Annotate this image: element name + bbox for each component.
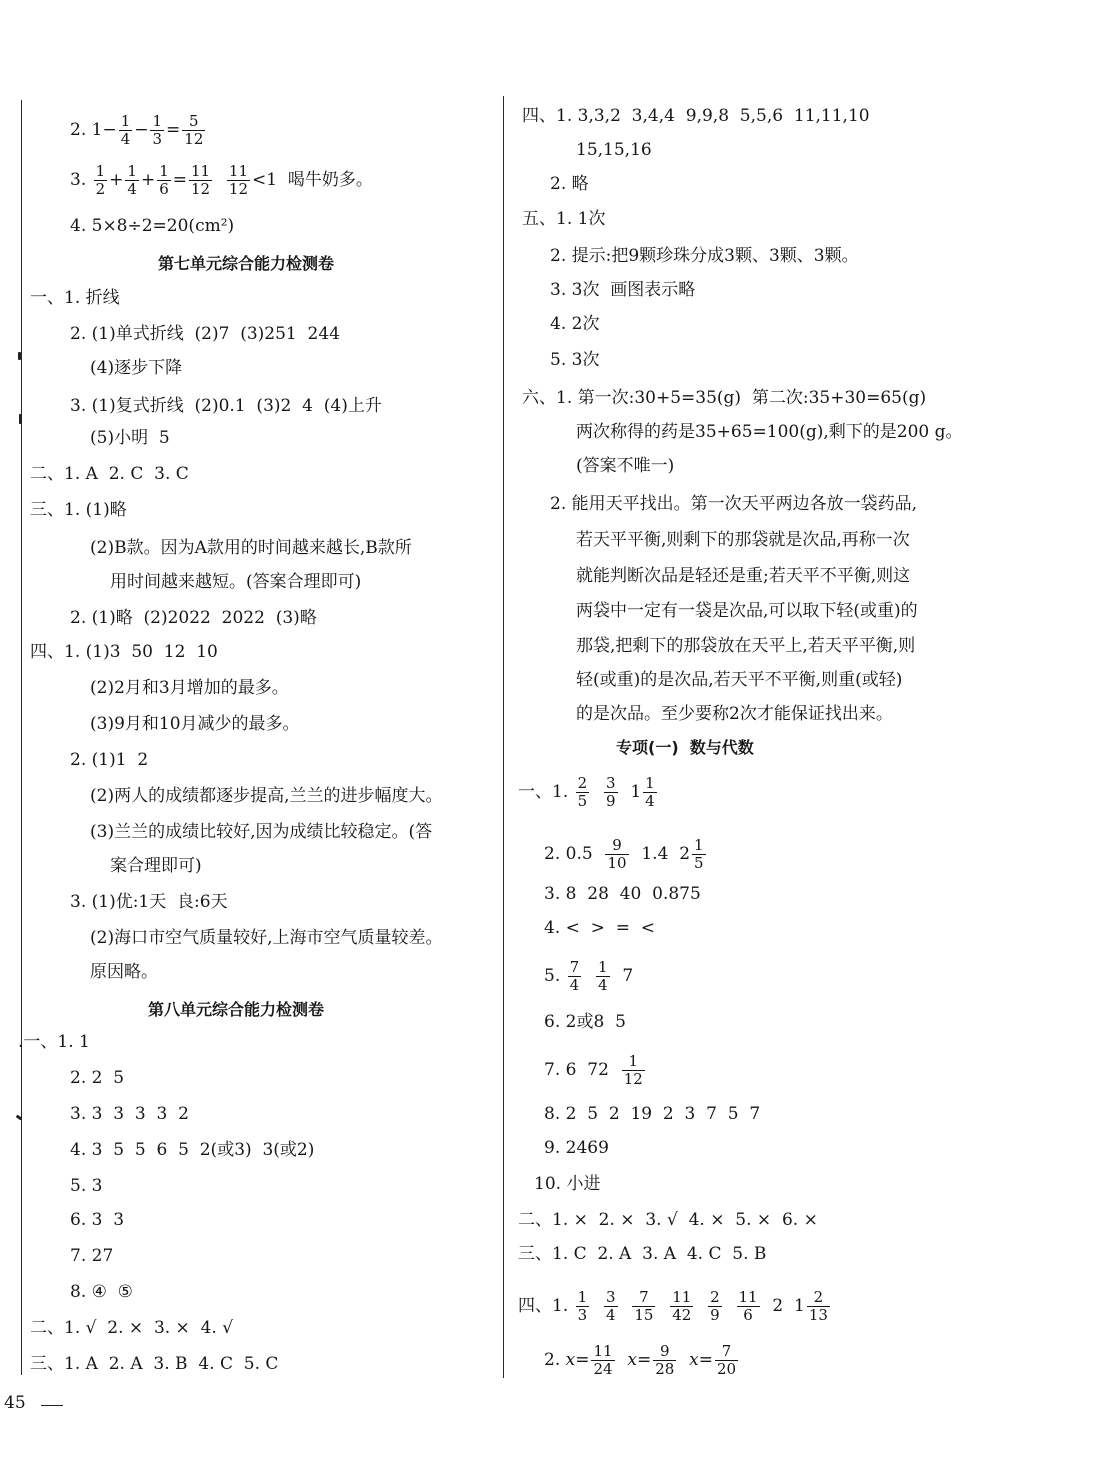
text-segment: (答案不唯一) (576, 456, 675, 476)
text-segment: 四、1. (518, 1296, 574, 1316)
answer-line (70, 320, 340, 348)
text-segment: − (134, 120, 149, 140)
fraction-denominator: 3 (152, 129, 163, 148)
text-segment: (2)B款。因为A款用的时间越来越长,B款所 (90, 538, 412, 558)
answer-line (518, 1206, 818, 1234)
fraction-numerator: 2 (813, 1287, 824, 1306)
answer-line (576, 526, 910, 554)
text-segment: (2)海口市空气质量较好,上海市空气质量较差。 (90, 928, 443, 948)
text-segment: 5. 3次 (550, 350, 600, 370)
answer-line (70, 1278, 133, 1306)
text-segment (591, 781, 602, 803)
text-segment: 二、1. × 2. × 3. √ 4. × 5. × 6. × (518, 1210, 818, 1230)
answer-line (534, 1170, 600, 1198)
fraction-numerator: 1 (597, 957, 608, 976)
page-number-dash (41, 1405, 63, 1406)
fraction-denominator: 10 (607, 853, 627, 872)
answer-line (90, 354, 182, 382)
answer-line (30, 284, 120, 312)
answer-line (18, 1028, 90, 1056)
text-segment: 3. 8 28 40 0.875 (544, 884, 701, 904)
text-segment (583, 965, 594, 987)
text-segment: = (166, 120, 181, 140)
answer-line (70, 161, 373, 198)
fraction-denominator: 9 (710, 1305, 720, 1324)
text-segment: 3. (1)复式折线 (2)0.1 (3)2 4 (4)上升 (70, 396, 382, 416)
answer-line (550, 346, 599, 374)
fraction (670, 1289, 693, 1324)
fraction-numerator: 1 (152, 111, 163, 130)
fraction-denominator: 13 (808, 1305, 828, 1324)
text-segment: 第八单元综合能力检测卷 (148, 1000, 325, 1019)
answer-line (90, 674, 289, 702)
answer-line (576, 700, 893, 728)
text-segment: 两次称得的药是35+65=100(g),剩下的是200 g。 (576, 422, 963, 442)
fraction-denominator: 4 (605, 1305, 616, 1324)
text-segment: (5)小明 5 (90, 428, 170, 448)
ink-mark (19, 414, 22, 424)
fraction (605, 837, 628, 872)
fraction (622, 1053, 645, 1088)
text-segment: 五、1. 1次 (522, 209, 606, 229)
answer-line (576, 136, 652, 164)
text-segment: 案合理即可) (110, 856, 202, 876)
answer-line (544, 1100, 760, 1128)
fraction (576, 775, 590, 810)
left-margin-line (21, 100, 22, 1375)
fraction (94, 163, 108, 198)
answer-line (90, 782, 442, 810)
fraction (189, 163, 212, 198)
fraction (737, 1289, 760, 1324)
text-segment: 四、1. 3,3,2 3,4,4 9,9,8 5,5,6 11,11,10 (522, 106, 870, 126)
fraction-numerator: 7 (569, 957, 580, 976)
text-segment: x= (565, 1350, 590, 1370)
text-segment (695, 1295, 706, 1317)
answer-line (70, 392, 382, 420)
fraction (591, 1343, 614, 1378)
answer-line (30, 638, 218, 666)
answer-line (576, 632, 915, 660)
fraction-numerator: 1 (694, 835, 704, 854)
text-segment: 2. 能用天平找出。第一次天平两边各放一袋药品, (550, 494, 918, 514)
fraction-denominator: 28 (655, 1359, 675, 1378)
text-segment: 轻(或重)的是次品,若天平不平衡,则重(或轻) (576, 670, 903, 690)
text-segment: 7. 6 72 (544, 1060, 620, 1080)
answer-line (90, 818, 432, 846)
text-segment: (2)2月和3月增加的最多。 (90, 678, 289, 698)
fraction-denominator: 12 (623, 1069, 643, 1088)
text-segment: 就能判断次品是轻还是重;若天平不平衡,则这 (576, 566, 911, 586)
fraction (807, 1289, 830, 1324)
text-segment: 2. 1− (70, 120, 117, 140)
answer-line (70, 1206, 124, 1234)
answer-line (30, 1314, 233, 1342)
fraction (596, 959, 610, 994)
fraction-denominator: 42 (672, 1305, 692, 1324)
fraction (643, 775, 657, 810)
answer-line (544, 1341, 740, 1378)
fraction-denominator: 20 (716, 1359, 737, 1378)
fraction-numerator: 11 (228, 161, 249, 180)
fraction-denominator: 4 (120, 129, 131, 148)
answer-line (518, 773, 659, 810)
fraction-numerator: 1 (95, 161, 106, 180)
answer-line (550, 170, 589, 198)
text-segment: 2. (1)略 (2)2022 2022 (3)略 (70, 608, 317, 628)
ink-mark (18, 352, 21, 360)
answer-line (70, 1136, 314, 1164)
text-segment: (3)9月和10月减少的最多。 (90, 714, 300, 734)
text-segment: 4. 2次 (550, 314, 600, 334)
fraction-numerator: 7 (639, 1287, 649, 1306)
fraction-numerator: 1 (159, 161, 169, 180)
text-segment: x= (627, 1350, 652, 1370)
fraction-denominator: 2 (95, 179, 106, 198)
answer-line (70, 111, 207, 148)
answer-line (90, 424, 170, 452)
fraction-denominator: 15 (634, 1305, 654, 1324)
fraction (182, 113, 205, 148)
text-segment: 2. (1)单式折线 (2)7 (3)251 244 (70, 324, 340, 344)
answer-line (70, 1172, 102, 1200)
fraction-denominator: 6 (743, 1305, 753, 1324)
text-segment: 若天平平衡,则剩下的那袋就是次品,再称一次 (576, 530, 910, 550)
answer-line (544, 1134, 609, 1162)
fraction (632, 1289, 655, 1324)
text-segment (657, 1295, 668, 1317)
fraction (604, 775, 618, 810)
text-segment: 15,15,16 (576, 140, 652, 160)
fraction (227, 163, 250, 198)
fraction (692, 837, 706, 872)
text-segment: 2. 提示:把9颗珍珠分成3颗、3颗、3颗。 (550, 246, 859, 266)
fraction-numerator: 11 (191, 161, 211, 180)
answer-line (550, 276, 695, 304)
answer-line (522, 102, 870, 130)
text-segment: 7 (611, 966, 634, 986)
fraction-denominator: 4 (645, 791, 655, 810)
answer-line (70, 746, 148, 774)
text-segment: 专项(一) 数与代数 (616, 738, 754, 757)
fraction-denominator: 5 (694, 853, 704, 872)
text-segment: 三、1. A 2. A 3. B 4. C 5. C (30, 1354, 279, 1374)
text-segment: 4. 5×8÷2=20(cm²) (70, 216, 235, 236)
text-segment: 8. 2 5 2 19 2 3 7 5 7 (544, 1104, 761, 1124)
text-segment: 用时间越来越短。(答案合理即可) (110, 572, 362, 592)
text-segment: 5. 3 (70, 1176, 103, 1196)
text-segment: 1 (619, 782, 642, 802)
text-segment: 4. < > = < (544, 918, 656, 938)
text-segment: 3. (1)优:1天 良:6天 (70, 892, 228, 912)
text-segment: 6. 2或8 5 (544, 1012, 626, 1032)
answer-line (544, 914, 655, 942)
fraction-denominator: 12 (228, 179, 249, 198)
fraction-numerator: 5 (189, 111, 199, 130)
text-segment: 一、1. (518, 782, 574, 802)
text-segment (591, 1295, 602, 1317)
fraction (119, 113, 133, 148)
answer-line (70, 1242, 113, 1270)
fraction (604, 1289, 618, 1324)
text-segment: x= (689, 1350, 713, 1370)
text-segment: 2. (544, 1350, 566, 1370)
fraction-numerator: 1 (628, 1051, 638, 1070)
answer-line (544, 1008, 626, 1036)
answer-line (90, 924, 442, 952)
text-segment: 3. (70, 170, 92, 190)
fraction-numerator: 11 (738, 1287, 758, 1306)
answer-line (30, 496, 127, 524)
answer-line (550, 310, 599, 338)
answer-line (30, 1350, 278, 1378)
text-segment: 2. (1)1 2 (70, 750, 149, 770)
answer-line (550, 242, 859, 270)
text-segment: 3. 3 3 3 3 2 (70, 1104, 189, 1124)
text-segment: 1.4 2 (630, 844, 691, 864)
fraction (568, 959, 582, 994)
text-segment: 三、1. (1)略 (30, 500, 127, 520)
text-segment: + (140, 170, 156, 190)
fraction (150, 113, 164, 148)
answer-line (110, 852, 202, 880)
text-segment: 2. 0.5 (544, 844, 604, 864)
fraction (715, 1343, 738, 1378)
text-segment (620, 1295, 631, 1317)
answer-line (70, 212, 234, 240)
text-segment: (3)兰兰的成绩比较好,因为成绩比较稳定。(答 (90, 822, 433, 842)
answer-line (70, 1100, 189, 1128)
text-segment (678, 1349, 689, 1371)
text-segment: 3. 3次 画图表示略 (550, 280, 696, 300)
answer-line (544, 835, 708, 872)
text-segment: 六、1. 第一次:30+5=35(g) 第二次:35+30=65(g) (522, 388, 927, 408)
text-segment: 2 1 (761, 1296, 805, 1316)
answer-line (576, 452, 674, 480)
page-number: 45 (4, 1393, 26, 1413)
fraction-denominator: 4 (597, 975, 608, 994)
text-segment (214, 169, 225, 191)
text-segment: 7. 27 (70, 1246, 114, 1266)
fraction-numerator: 2 (577, 773, 588, 792)
text-segment: 三、1. C 2. A 3. A 4. C 5. B (518, 1244, 767, 1264)
text-segment: 一、1. 折线 (30, 288, 120, 308)
fraction-denominator: 5 (577, 791, 588, 810)
text-segment: 两袋中一定有一袋是次品,可以取下轻(或重)的 (576, 601, 918, 621)
fraction (653, 1343, 676, 1378)
fraction-numerator: 9 (612, 835, 622, 854)
answer-line (576, 562, 910, 590)
fraction-denominator: 3 (577, 1305, 588, 1324)
answer-line (576, 597, 918, 625)
answer-line (576, 418, 962, 446)
text-segment: 4. 3 5 5 6 5 2(或3) 3(或2) (70, 1140, 315, 1160)
answer-line (544, 880, 701, 908)
answer-line (544, 1051, 647, 1088)
answer-line (518, 1287, 832, 1324)
section-heading (158, 250, 334, 278)
text-segment: = (172, 170, 188, 190)
text-segment: 第七单元综合能力检测卷 (158, 254, 335, 273)
fraction-numerator: 1 (127, 161, 137, 180)
fraction-numerator: 3 (605, 1287, 616, 1306)
fraction (708, 1289, 722, 1324)
text-segment (617, 1349, 628, 1371)
answer-line (576, 666, 902, 694)
fraction-denominator: 6 (159, 179, 169, 198)
fraction-denominator: 12 (191, 179, 211, 198)
answer-line (70, 888, 228, 916)
answer-line (550, 490, 917, 518)
answer-line (522, 205, 605, 233)
answer-line (90, 958, 158, 986)
text-segment: 6. 3 3 (70, 1210, 125, 1230)
answer-line (90, 534, 412, 562)
text-segment: 9. 2469 (544, 1138, 609, 1158)
text-segment: 5. (544, 966, 566, 986)
answer-line (522, 384, 926, 412)
text-segment: 二、1. A 2. C 3. C (30, 464, 189, 484)
answer-line (518, 1240, 766, 1268)
answer-line (70, 1064, 124, 1092)
fraction-numerator: 1 (645, 773, 655, 792)
section-heading (616, 734, 754, 762)
fraction-denominator: 24 (593, 1359, 613, 1378)
text-segment: 那袋,把剩下的那袋放在天平上,若天平平衡,则 (576, 636, 916, 656)
answer-line (70, 604, 317, 632)
text-segment: .一、1. 1 (18, 1032, 90, 1052)
text-segment: 2. 略 (550, 174, 589, 194)
text-segment: 二、1. √ 2. × 3. × 4. √ (30, 1318, 234, 1338)
fraction-numerator: 1 (120, 111, 131, 130)
text-segment: 2. 2 5 (70, 1068, 125, 1088)
fraction-denominator: 12 (184, 129, 204, 148)
text-segment (724, 1295, 735, 1317)
fraction-numerator: 9 (659, 1341, 670, 1360)
fraction (125, 163, 139, 198)
fraction-numerator: 2 (710, 1287, 720, 1306)
fraction-numerator: 11 (672, 1287, 692, 1306)
text-segment: <1 喝牛奶多。 (252, 170, 373, 190)
fraction-numerator: 1 (577, 1287, 588, 1306)
fraction-denominator: 4 (127, 179, 137, 198)
fraction-numerator: 11 (593, 1341, 613, 1360)
text-segment: 8. ④ ⑤ (70, 1282, 133, 1302)
fraction (576, 1289, 590, 1324)
column-divider (503, 96, 504, 1378)
text-segment: 的是次品。至少要称2次才能保证找出来。 (576, 704, 893, 724)
answer-line (90, 710, 300, 738)
fraction-denominator: 4 (569, 975, 580, 994)
text-segment: 四、1. (1)3 50 12 10 (30, 642, 218, 662)
section-heading (148, 996, 324, 1024)
text-segment: + (109, 170, 124, 190)
fraction (157, 163, 171, 198)
text-segment: (2)两人的成绩都逐步提高,兰兰的进步幅度大。 (90, 786, 443, 806)
fraction-numerator: 3 (605, 773, 616, 792)
text-segment: 10. 小进 (534, 1174, 601, 1194)
fraction-numerator: 7 (721, 1341, 732, 1360)
answer-line (544, 957, 634, 994)
answer-line (30, 460, 189, 488)
text-segment: (4)逐步下降 (90, 358, 183, 378)
fraction-denominator: 9 (605, 791, 616, 810)
text-segment: 原因略。 (90, 962, 158, 982)
answer-line (110, 568, 361, 596)
